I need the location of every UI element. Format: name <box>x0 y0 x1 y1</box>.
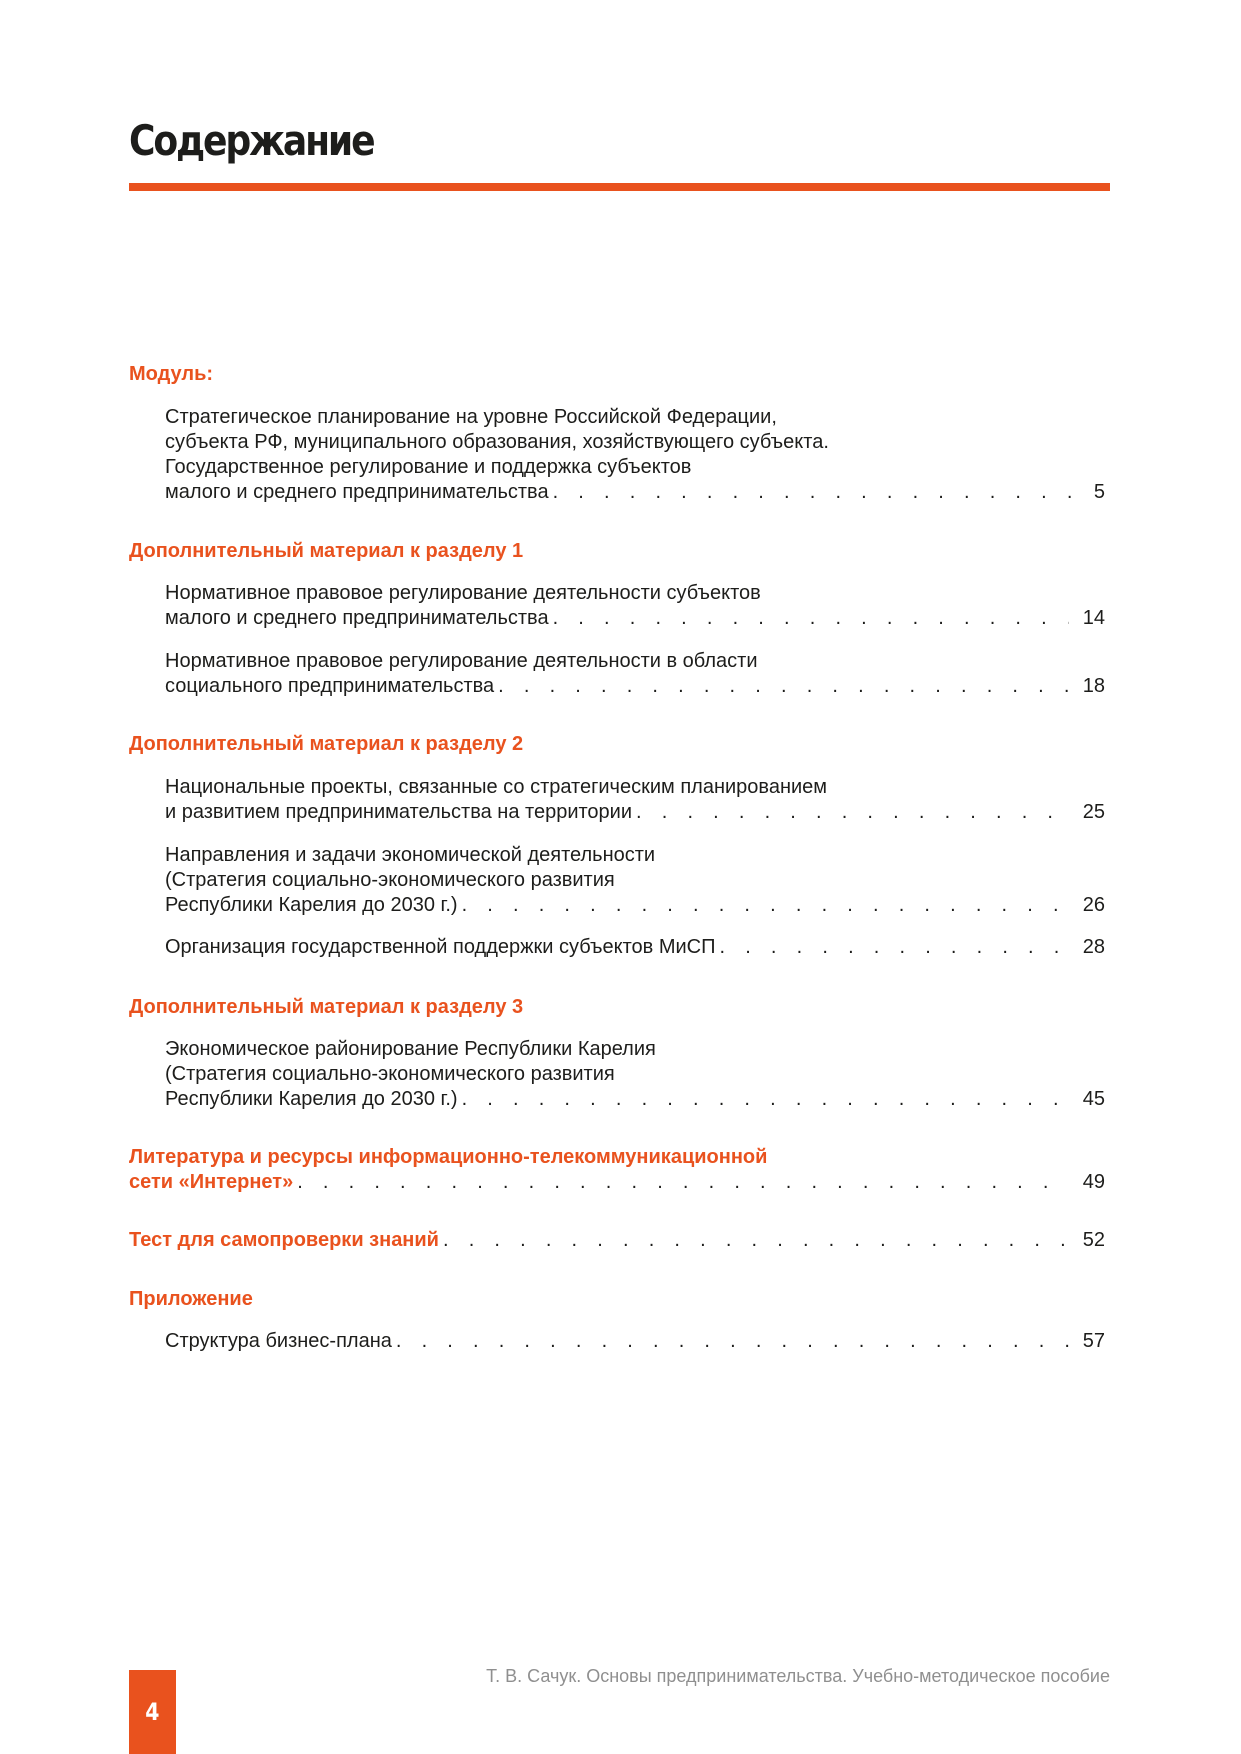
toc-entry-line: Тест для самопроверки знаний <box>129 1229 439 1251</box>
dot-leader <box>462 893 1069 918</box>
dot-leader <box>720 935 1069 960</box>
toc-page-number: 14 <box>1082 607 1105 629</box>
toc-entry-state-support[interactable] <box>165 935 1105 960</box>
footer-citation: Т. В. Сачук. Основы предпринимательства. Учебно-методическое пособие <box>486 1666 1110 1686</box>
toc-entry-line: Государственное регулирование и поддержка субъектов <box>165 456 692 478</box>
toc-page-number: 57 <box>1082 1330 1105 1352</box>
dot-leader <box>553 606 1069 631</box>
dot-leader <box>636 800 1069 825</box>
toc-entry-national-projects[interactable] <box>165 775 1105 825</box>
dot-leader <box>396 1329 1069 1354</box>
toc-page-number: 26 <box>1082 894 1105 916</box>
page-number: 4 <box>145 1698 160 1726</box>
toc-entry-line: субъекта РФ, муниципального образования, хозяйствующего субъекта. <box>165 431 829 453</box>
toc-page-number: 28 <box>1082 936 1105 958</box>
toc-entry-line: Экономическое районирование Республики Карелия <box>165 1038 656 1060</box>
toc-entry-self-test[interactable] <box>129 1228 1105 1253</box>
toc-entry-economic-directions[interactable] <box>165 843 1105 918</box>
toc-entry-line: малого и среднего предпринимательства <box>165 481 549 503</box>
toc-entry-line: Республики Карелия до 2030 г.) <box>165 894 458 916</box>
dot-leader <box>297 1170 1069 1195</box>
toc-entry-line: (Стратегия социально-экономического развития <box>165 869 615 891</box>
toc-entry-line: (Стратегия социально-экономического развития <box>165 1063 615 1085</box>
toc-heading-section-3: Дополнительный материал к разделу 3 <box>129 996 524 1018</box>
toc-page-number: 25 <box>1082 801 1105 823</box>
toc-page-number: 5 <box>1093 481 1105 503</box>
title-rule <box>129 183 1110 191</box>
toc-heading-appendix: Приложение <box>129 1288 253 1310</box>
toc-heading-section-1: Дополнительный материал к разделу 1 <box>129 540 524 562</box>
toc-entry-line: Организация государственной поддержки субъектов МиСП <box>165 936 716 958</box>
toc-heading-section-2: Дополнительный материал к разделу 2 <box>129 733 524 755</box>
toc-entry-line: Национальные проекты, связанные со стратегическим планированием <box>165 776 828 798</box>
toc-entry-line: Структура бизнес-плана <box>165 1330 392 1352</box>
page-title: Содержание <box>129 116 374 165</box>
toc-page-number: 52 <box>1082 1229 1105 1251</box>
dot-leader <box>443 1228 1069 1253</box>
toc-entry-economic-zoning[interactable] <box>165 1037 1105 1112</box>
toc-entry-business-plan[interactable] <box>165 1329 1105 1354</box>
page-number-badge <box>129 1670 176 1754</box>
toc-entry-line: сети «Интернет» <box>129 1171 294 1193</box>
toc-entry-line: Нормативное правовое регулирование деятельности субъектов <box>165 582 761 604</box>
toc-entry-line: Стратегическое планирование на уровне Российской Федерации, <box>165 406 777 428</box>
toc-entry-module[interactable] <box>165 405 1105 505</box>
toc-entry-line: социального предпринимательства <box>165 675 495 697</box>
toc-entry-line: Литература и ресурсы информационно-телекоммуникационной <box>129 1146 768 1168</box>
toc-page-number: 18 <box>1082 675 1105 697</box>
toc-heading-module: Модуль: <box>129 363 214 385</box>
dot-leader <box>498 674 1069 699</box>
toc-entry-literature[interactable] <box>129 1145 1105 1195</box>
dot-leader <box>462 1087 1069 1112</box>
dot-leader <box>553 480 1080 505</box>
toc-entry-regulation-social[interactable] <box>165 649 1105 699</box>
toc-entry-line: Нормативное правовое регулирование деятельности в области <box>165 650 758 672</box>
toc-entry-line: малого и среднего предпринимательства <box>165 607 549 629</box>
toc-entry-line: и развитием предпринимательства на территории <box>165 801 633 823</box>
toc-entry-regulation-smb[interactable] <box>165 581 1105 631</box>
toc-page-number: 49 <box>1082 1171 1105 1193</box>
toc-entry-line: Республики Карелия до 2030 г.) <box>165 1088 458 1110</box>
toc-entry-line: Направления и задачи экономической деятельности <box>165 844 656 866</box>
toc-page-number: 45 <box>1082 1088 1105 1110</box>
